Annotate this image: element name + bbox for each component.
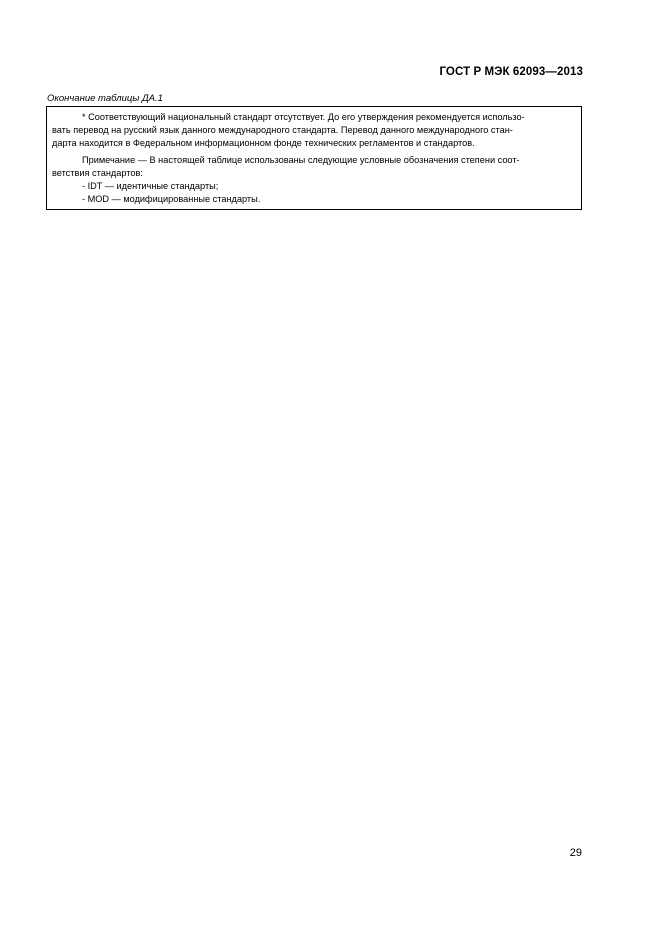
- footnote-line-3: дарта находится в Федеральном информационном фонде технических регламентов и стандартов.: [52, 138, 475, 148]
- footnote-line-2: вать перевод на русский язык данного международного стандарта. Перевод данного международного стан-: [52, 125, 513, 135]
- table-footnote-box: [46, 106, 582, 210]
- page-number: 29: [569, 847, 582, 859]
- list-item-idt: - IDT — идентичные стандарты;: [82, 181, 219, 191]
- document-code: ГОСТ Р МЭК 62093—2013: [439, 66, 583, 78]
- table-caption: Окончание таблицы ДА.1: [47, 93, 163, 104]
- footnote-line-1: * Соответствующий национальный стандарт отсутствует. До его утверждения рекомендуется использо-: [82, 112, 525, 122]
- list-item-mod: - MOD — модифицированные стандарты.: [82, 194, 261, 204]
- note-line-1: Примечание — В настоящей таблице использованы следующие условные обозначения степени соот-: [82, 155, 520, 165]
- note-line-2: ветствия стандартов:: [52, 168, 143, 178]
